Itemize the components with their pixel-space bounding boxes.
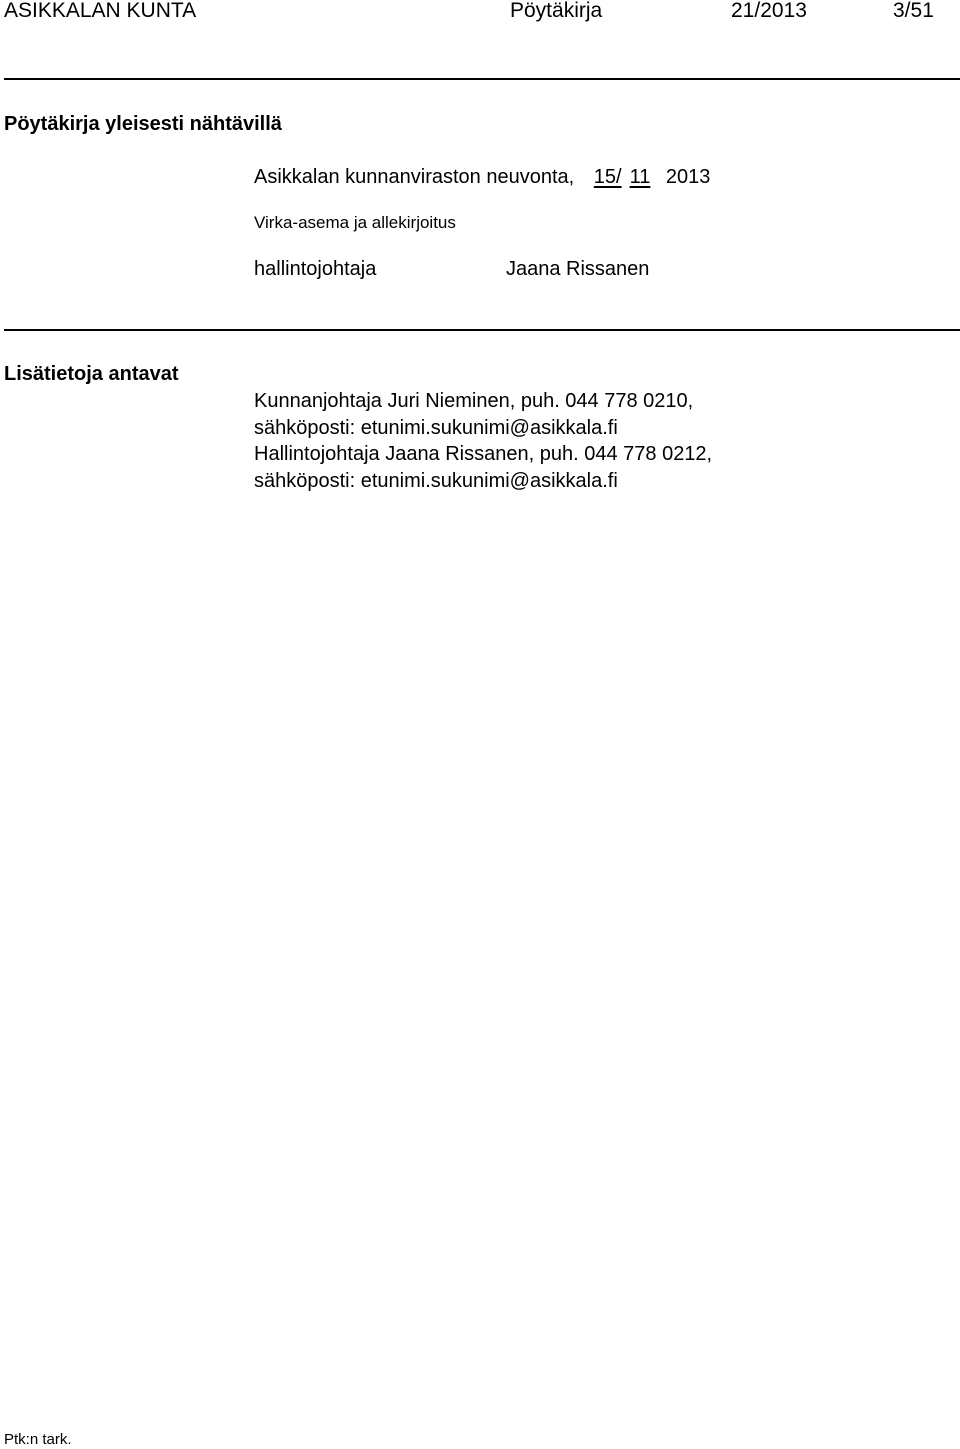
date-separator: / [616,166,622,188]
header-divider [4,78,960,80]
header-organization: ASIKKALAN KUNTA [4,0,197,22]
signer-role: hallintojohtaja [254,258,377,280]
publication-month: 11 [629,166,651,188]
publication-year: 2013 [665,166,711,188]
header-page-number: 3/51 [893,0,934,22]
header-document-type: Pöytäkirja [510,0,603,22]
contact-line: Kunnanjohtaja Juri Nieminen, puh. 044 778 0210, [254,390,694,412]
contact-line: sähköposti: etunimi.sukunimi@asikkala.fi [254,416,618,439]
publication-place-date [254,164,710,190]
publication-place: Asikkalan kunnanviraston neuvonta, [254,166,575,188]
header-meeting-number: 21/2013 [731,0,807,22]
section-divider [4,329,960,331]
contact-title: Lisätietoja antavat [4,363,179,385]
contact-details [254,388,712,494]
publication-day: 15 [593,166,617,188]
signer-name: Jaana Rissanen [506,258,650,280]
publication-title: Pöytäkirja yleisesti nähtävillä [4,113,282,135]
signature-caption: Virka-asema ja allekirjoitus [254,213,456,232]
contact-line: sähköposti: etunimi.sukunimi@asikkala.fi [254,469,618,492]
contact-line: Hallintojohtaja Jaana Rissanen, puh. 044 778 0212, [254,443,713,465]
footer-checker-label: Ptk:n tark. [4,1431,72,1448]
